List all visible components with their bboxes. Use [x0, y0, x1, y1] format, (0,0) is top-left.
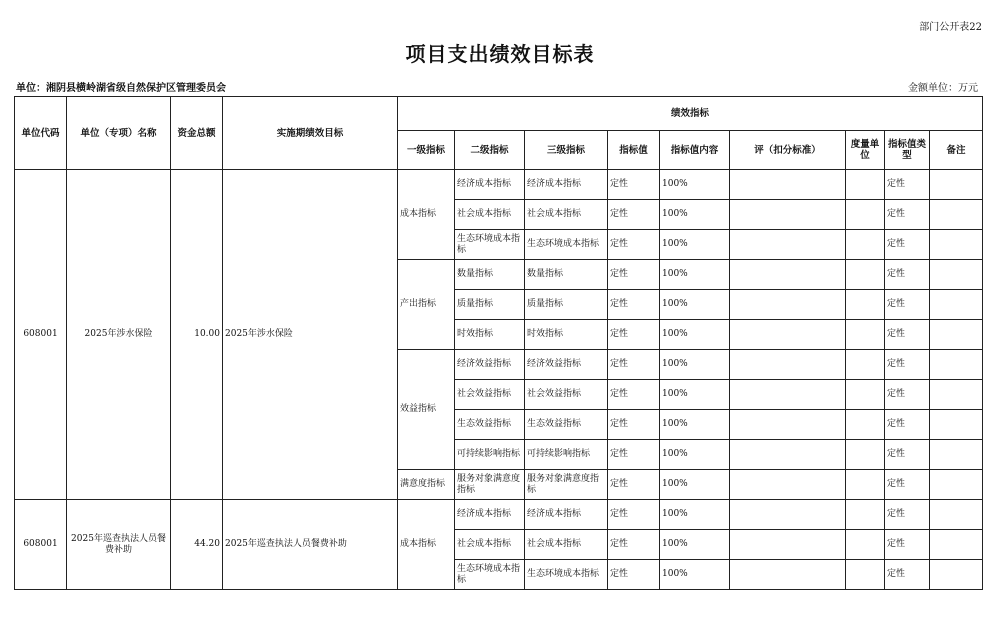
measure-unit	[846, 470, 885, 500]
col-code: 单位代码	[15, 97, 67, 170]
table-row	[15, 500, 983, 530]
indicator-content: 100%	[660, 560, 730, 590]
value-type: 定性	[885, 290, 930, 320]
indicator-value: 定性	[608, 380, 660, 410]
indicator-content: 100%	[660, 260, 730, 290]
scoring-criteria	[730, 200, 846, 230]
level3-indicator: 服务对象满意度指标	[525, 470, 608, 500]
col-l1: 一级指标	[398, 131, 455, 170]
level2-indicator: 生态效益指标	[455, 410, 525, 440]
value-type: 定性	[885, 500, 930, 530]
scoring-criteria	[730, 500, 846, 530]
scoring-criteria	[730, 380, 846, 410]
level2-indicator: 生态环境成本指标	[455, 230, 525, 260]
measure-unit	[846, 500, 885, 530]
note	[930, 470, 983, 500]
level1-indicator: 产出指标	[398, 260, 455, 350]
table-row	[15, 170, 983, 200]
level2-indicator: 社会成本指标	[455, 530, 525, 560]
col-note: 备注	[930, 131, 983, 170]
measure-unit	[846, 200, 885, 230]
level1-indicator: 满意度指标	[398, 470, 455, 500]
level3-indicator: 经济成本指标	[525, 170, 608, 200]
money-unit: 金额单位：万元	[908, 83, 978, 94]
level1-indicator: 成本指标	[398, 170, 455, 260]
level3-indicator: 质量指标	[525, 290, 608, 320]
level2-indicator: 经济成本指标	[455, 170, 525, 200]
note	[930, 500, 983, 530]
indicator-value: 定性	[608, 200, 660, 230]
indicator-value: 定性	[608, 530, 660, 560]
level2-indicator: 经济效益指标	[455, 350, 525, 380]
indicator-value: 定性	[608, 260, 660, 290]
page-title: 项目支出绩效目标表	[405, 42, 595, 66]
value-type: 定性	[885, 350, 930, 380]
scoring-criteria	[730, 260, 846, 290]
scoring-criteria	[730, 320, 846, 350]
note	[930, 380, 983, 410]
level3-indicator: 经济成本指标	[525, 500, 608, 530]
project-code: 608001	[15, 500, 67, 590]
measure-unit	[846, 380, 885, 410]
level3-indicator: 生态环境成本指标	[525, 560, 608, 590]
level1-indicator: 成本指标	[398, 500, 455, 590]
col-total: 资金总额	[171, 97, 223, 170]
indicator-content: 100%	[660, 350, 730, 380]
col-content: 指标值内容	[660, 131, 730, 170]
indicator-value: 定性	[608, 290, 660, 320]
col-measure: 度量单位	[846, 131, 885, 170]
note	[930, 440, 983, 470]
measure-unit	[846, 530, 885, 560]
indicator-value: 定性	[608, 320, 660, 350]
performance-table	[14, 96, 983, 590]
scoring-criteria	[730, 560, 846, 590]
scoring-criteria	[730, 410, 846, 440]
scoring-criteria	[730, 230, 846, 260]
indicator-content: 100%	[660, 290, 730, 320]
project-goal: 2025年巡查执法人员餐费补助	[223, 500, 398, 590]
col-criteria: 评（扣分标准）	[730, 131, 846, 170]
indicator-content: 100%	[660, 380, 730, 410]
measure-unit	[846, 440, 885, 470]
level3-indicator: 社会成本指标	[525, 200, 608, 230]
indicator-content: 100%	[660, 320, 730, 350]
indicator-content: 100%	[660, 500, 730, 530]
col-vtype: 指标值类型	[885, 131, 930, 170]
indicator-content: 100%	[660, 530, 730, 560]
col-l2: 二级指标	[455, 131, 525, 170]
level3-indicator: 时效指标	[525, 320, 608, 350]
project-total: 44.20	[171, 500, 223, 590]
scoring-criteria	[730, 530, 846, 560]
note	[930, 260, 983, 290]
level2-indicator: 数量指标	[455, 260, 525, 290]
measure-unit	[846, 410, 885, 440]
col-name: 单位（专项）名称	[67, 97, 171, 170]
value-type: 定性	[885, 200, 930, 230]
note	[930, 320, 983, 350]
level3-indicator: 经济效益指标	[525, 350, 608, 380]
indicator-value: 定性	[608, 350, 660, 380]
level3-indicator: 社会成本指标	[525, 530, 608, 560]
indicator-content: 100%	[660, 200, 730, 230]
measure-unit	[846, 170, 885, 200]
col-value: 指标值	[608, 131, 660, 170]
level2-indicator: 服务对象满意度指标	[455, 470, 525, 500]
scoring-criteria	[730, 290, 846, 320]
note	[930, 230, 983, 260]
value-type: 定性	[885, 380, 930, 410]
col-goal: 实施期绩效目标	[223, 97, 398, 170]
level3-indicator: 生态环境成本指标	[525, 230, 608, 260]
measure-unit	[846, 350, 885, 380]
indicator-value: 定性	[608, 500, 660, 530]
level2-indicator: 质量指标	[455, 290, 525, 320]
level3-indicator: 社会效益指标	[525, 380, 608, 410]
value-type: 定性	[885, 170, 930, 200]
indicator-content: 100%	[660, 440, 730, 470]
level1-indicator: 效益指标	[398, 350, 455, 470]
level2-indicator: 社会成本指标	[455, 200, 525, 230]
indicator-content: 100%	[660, 170, 730, 200]
indicator-value: 定性	[608, 470, 660, 500]
scoring-criteria	[730, 350, 846, 380]
scoring-criteria	[730, 170, 846, 200]
value-type: 定性	[885, 560, 930, 590]
project-code: 608001	[15, 170, 67, 500]
level2-indicator: 经济成本指标	[455, 500, 525, 530]
form-number: 部门公开表22	[919, 22, 982, 33]
project-name: 2025年涉水保险	[67, 170, 171, 500]
project-total: 10.00	[171, 170, 223, 500]
level3-indicator: 可持续影响指标	[525, 440, 608, 470]
indicator-value: 定性	[608, 440, 660, 470]
value-type: 定性	[885, 470, 930, 500]
project-name: 2025年巡查执法人员餐费补助	[67, 500, 171, 590]
value-type: 定性	[885, 410, 930, 440]
scoring-criteria	[730, 440, 846, 470]
value-type: 定性	[885, 320, 930, 350]
measure-unit	[846, 260, 885, 290]
project-goal: 2025年涉水保险	[223, 170, 398, 500]
indicator-content: 100%	[660, 470, 730, 500]
unit-name: 单位：湘阴县横岭湖省级自然保护区管理委员会	[16, 83, 226, 94]
value-type: 定性	[885, 530, 930, 560]
value-type: 定性	[885, 230, 930, 260]
col-l3: 三级指标	[525, 131, 608, 170]
measure-unit	[846, 560, 885, 590]
measure-unit	[846, 320, 885, 350]
note	[930, 290, 983, 320]
indicator-value: 定性	[608, 170, 660, 200]
indicator-content: 100%	[660, 230, 730, 260]
note	[930, 530, 983, 560]
indicator-value: 定性	[608, 560, 660, 590]
note	[930, 200, 983, 230]
level3-indicator: 生态效益指标	[525, 410, 608, 440]
level2-indicator: 生态环境成本指标	[455, 560, 525, 590]
scoring-criteria	[730, 470, 846, 500]
level2-indicator: 时效指标	[455, 320, 525, 350]
level2-indicator: 社会效益指标	[455, 380, 525, 410]
indicator-content: 100%	[660, 410, 730, 440]
value-type: 定性	[885, 260, 930, 290]
note	[930, 410, 983, 440]
indicator-value: 定性	[608, 230, 660, 260]
level3-indicator: 数量指标	[525, 260, 608, 290]
value-type: 定性	[885, 440, 930, 470]
indicator-value: 定性	[608, 410, 660, 440]
note	[930, 350, 983, 380]
note	[930, 560, 983, 590]
level2-indicator: 可持续影响指标	[455, 440, 525, 470]
measure-unit	[846, 290, 885, 320]
note	[930, 170, 983, 200]
col-perf: 绩效指标	[398, 97, 983, 131]
measure-unit	[846, 230, 885, 260]
